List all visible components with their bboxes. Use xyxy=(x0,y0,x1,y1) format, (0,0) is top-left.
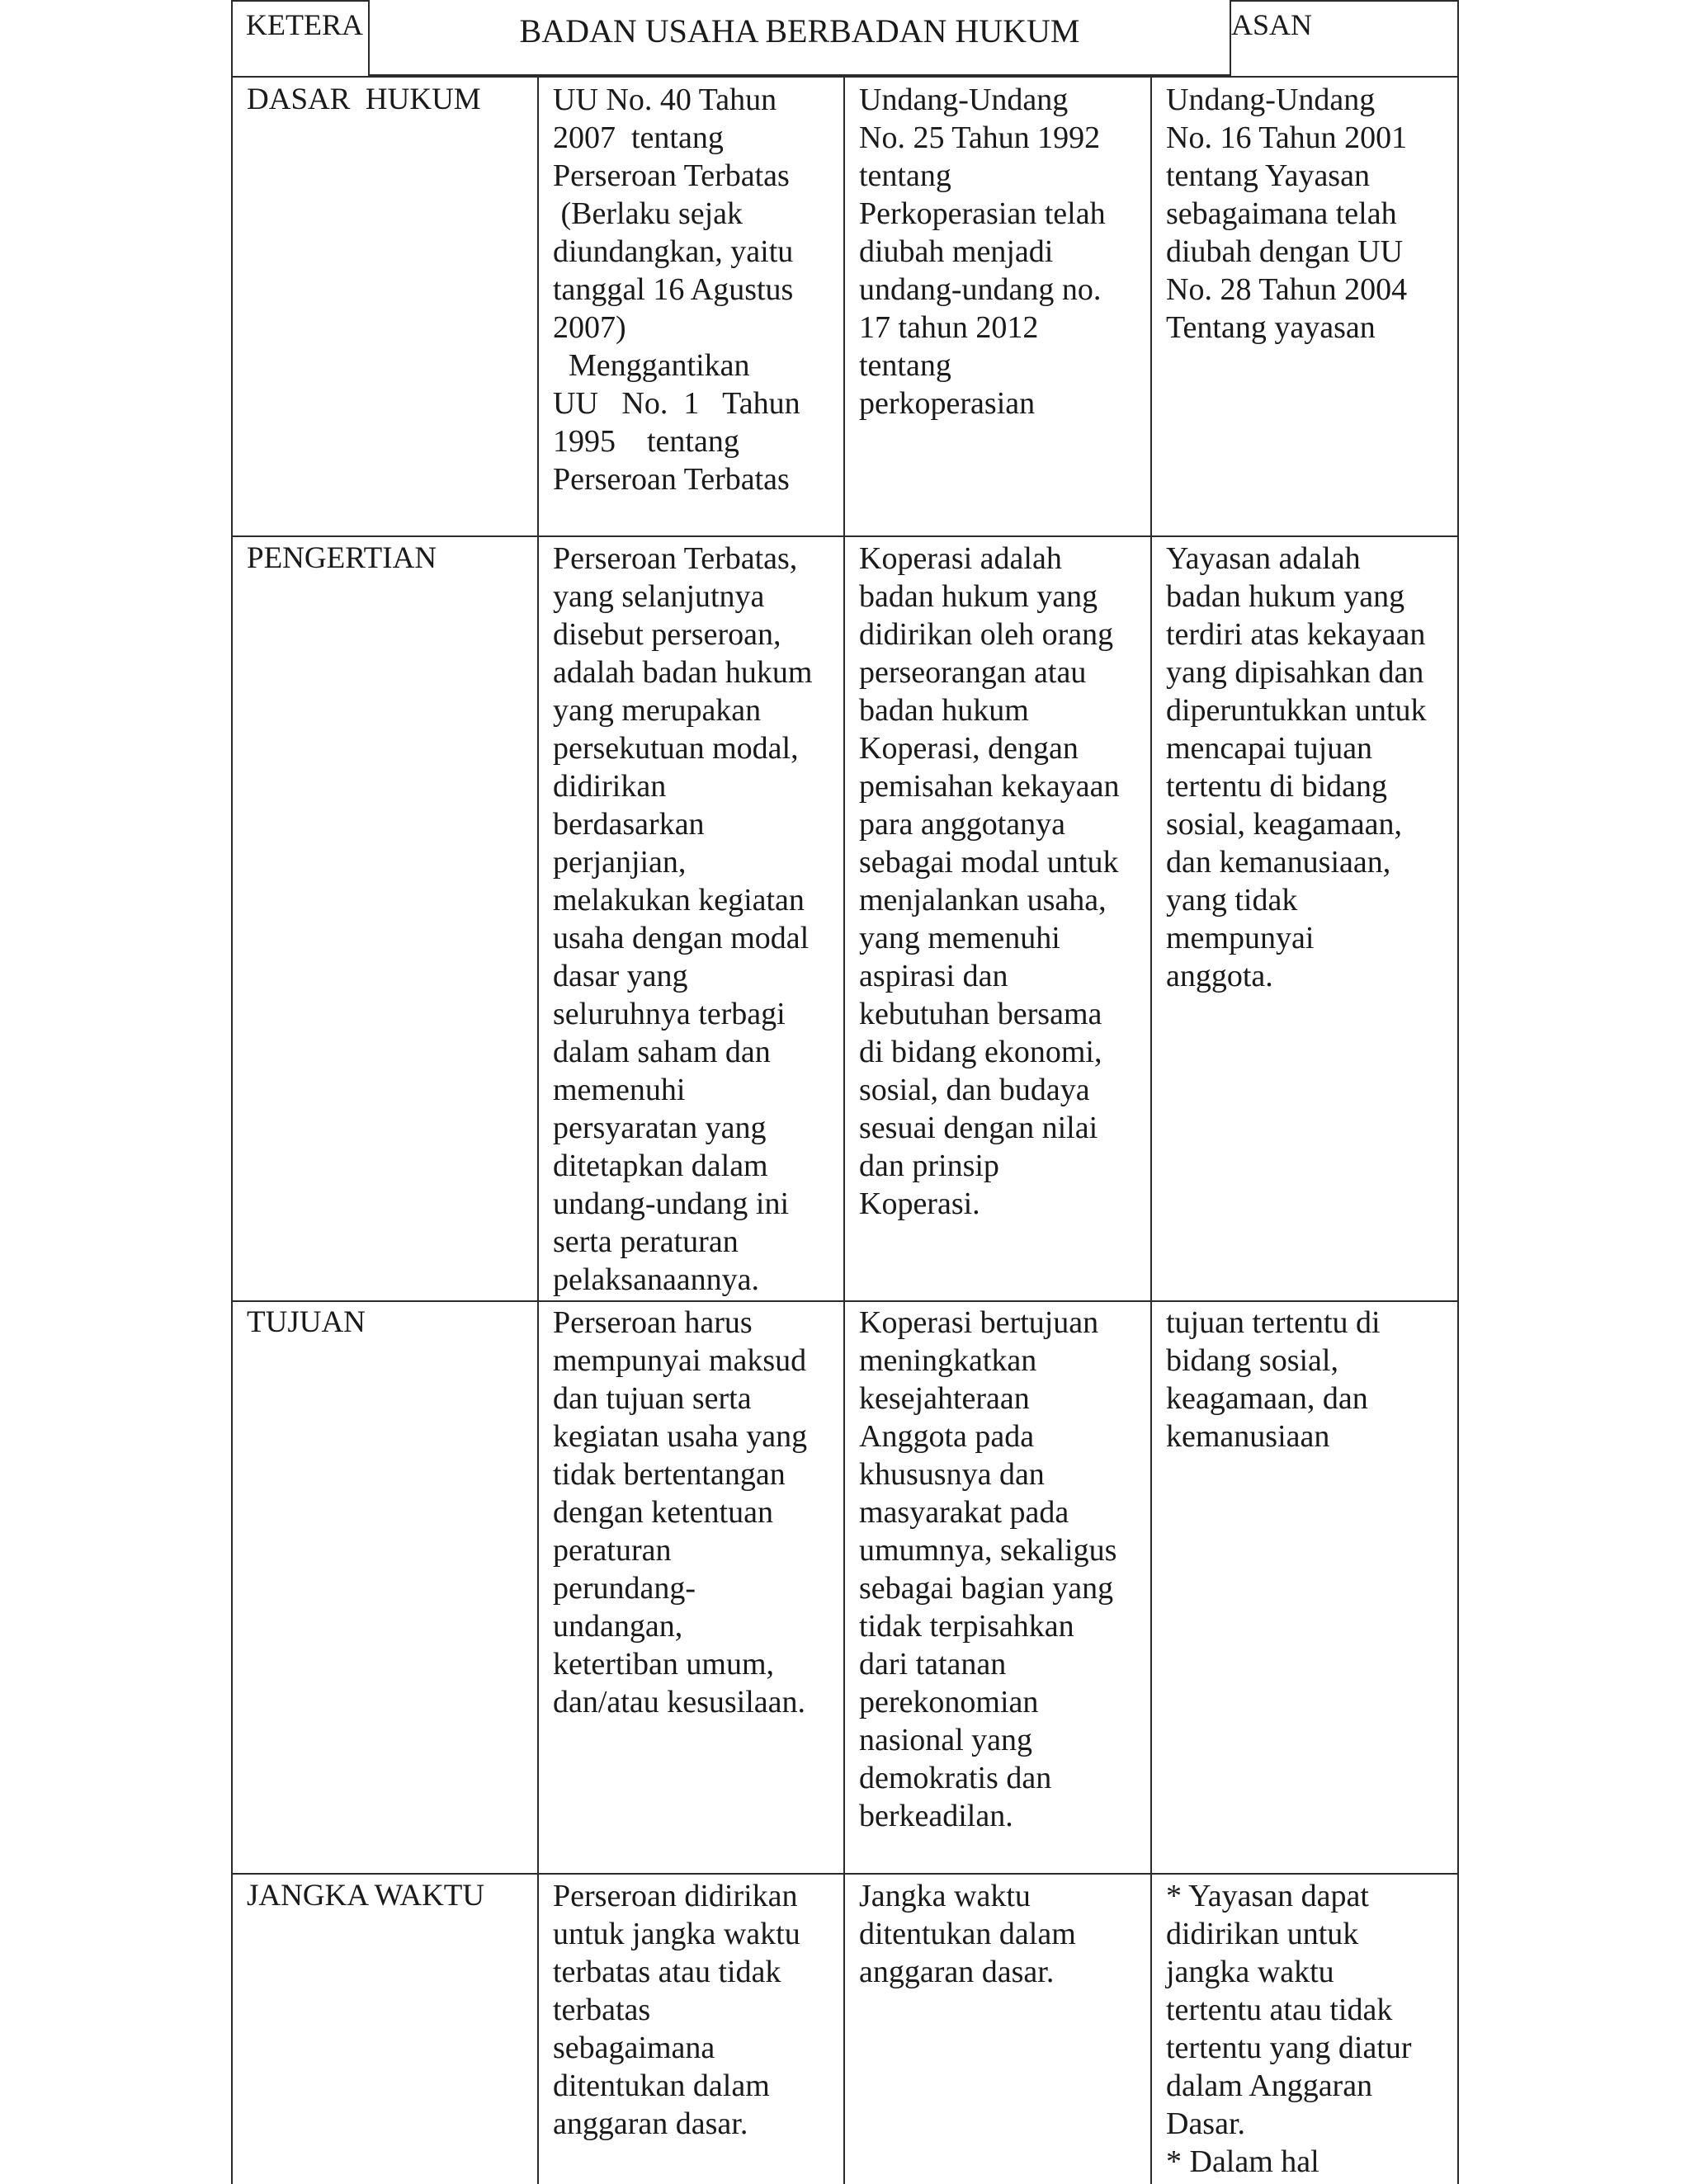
cell-dasar-hukum-pt: UU No. 40 Tahun 2007 tentang Perseroan Terbatas (Berlaku sejak diundangkan, yaitu tanggal 16 Agustus 2007) Menggantikan UU No. 1 Tahun 1995 tentang Perseroan Terbatas xyxy=(553,83,800,497)
cell-pengertian-yayasan: Yayasan adalah badan hukum yang terdiri atas kekayaan yang dipisahkan dan diperuntukkan untuk mencapai tujuan tertentu di bidang sosial, keagamaan, dan kemanusiaan, yang tidak mempunyai anggota. xyxy=(1166,541,1427,993)
row-divider-2 xyxy=(231,1300,1459,1302)
cell-tujuan-pt: Perseroan harus mempunyai maksud dan tujuan serta kegiatan usaha yang tidak bertentangan dengan ketentuan peraturan perundang- undangan, ketertiban umum, dan/atau kesusilaan. xyxy=(553,1305,808,1719)
overlay-title-box xyxy=(368,0,1231,76)
cell-tujuan-yayasan: tujuan tertentu di bidang sosial, keagamaan, dan kemanusiaan xyxy=(1166,1305,1381,1454)
row-label-tujuan: TUJUAN xyxy=(247,1305,366,1339)
header-yayasan-partial: ASAN xyxy=(1231,8,1313,41)
column-divider-1 xyxy=(537,76,539,2184)
cell-dasar-hukum-yayasan: Undang-Undang No. 16 Tahun 2001 tentang Yayasan sebagaimana telah diubah dengan UU No. 28 Tahun 2004 Tentang yayasan xyxy=(1166,83,1408,345)
table-right-border xyxy=(1457,0,1459,2184)
cell-tujuan-koperasi: Koperasi bertujuan meningkatkan kesejahteraan Anggota pada khususnya dan masyarakat pada umumnya, sekaligus sebagai bagian yang tidak terpisahkan dari tatanan perekonomian nasional yang demokratis dan berkeadilan. xyxy=(859,1305,1117,1833)
table-left-border xyxy=(231,0,233,2184)
overlay-title: BADAN USAHA BERBADAN HUKUM xyxy=(519,12,1080,50)
row-label-jangka-waktu: JANGKA WAKTU xyxy=(247,1879,485,1913)
cell-pengertian-koperasi: Koperasi adalah badan hukum yang didirikan oleh orang perseorangan atau badan hukum Koperasi, dengan pemisahan kekayaan para anggotanya sebagai modal untuk menjalankan usaha, yang memenuhi aspirasi dan kebutuhan bersama di bidang ekonomi, sosial, dan budaya sesuai dengan nilai dan prinsip Koperasi. xyxy=(859,541,1120,1221)
cell-pengertian-pt: Perseroan Terbatas, yang selanjutnya disebut perseroan, adalah badan hukum yang merupakan persekutuan modal, didirikan berdasarkan perjanjian, melakukan kegiatan usaha dengan modal dasar yang seluruhnya terbagi dalam saham dan memenuhi persyaratan yang ditetapkan dalam undang-undang ini serta peraturan pelaksanaannya. xyxy=(553,541,813,1297)
row-divider-3 xyxy=(231,1873,1459,1875)
cell-dasar-hukum-koperasi: Undang-Undang No. 25 Tahun 1992 tentang Perkoperasian telah diubah menjadi undang-undang no. 17 tahun 2012 tentang perkoperasian xyxy=(859,83,1106,421)
row-label-pengertian: PENGERTIAN xyxy=(247,541,437,575)
header-keterangan-partial: KETERA xyxy=(246,8,363,41)
cell-jangka-waktu-pt: Perseroan didirikan untuk jangka waktu terbatas atau tidak terbatas sebagaimana ditentukan dalam anggaran dasar. xyxy=(553,1879,800,2141)
row-divider-1 xyxy=(231,535,1459,537)
column-divider-3 xyxy=(1150,76,1152,2184)
cell-jangka-waktu-yayasan: * Yayasan dapat didirikan untuk jangka waktu tertentu atau tidak tertentu yang diatur dalam Anggaran Dasar. * Dalam hal xyxy=(1166,1879,1412,2179)
row-label-dasar-hukum: DASAR HUKUM xyxy=(247,83,481,116)
header-bottom-border xyxy=(231,76,1459,78)
column-divider-2 xyxy=(843,76,845,2184)
cell-jangka-waktu-koperasi: Jangka waktu ditentukan dalam anggaran dasar. xyxy=(859,1879,1076,1989)
